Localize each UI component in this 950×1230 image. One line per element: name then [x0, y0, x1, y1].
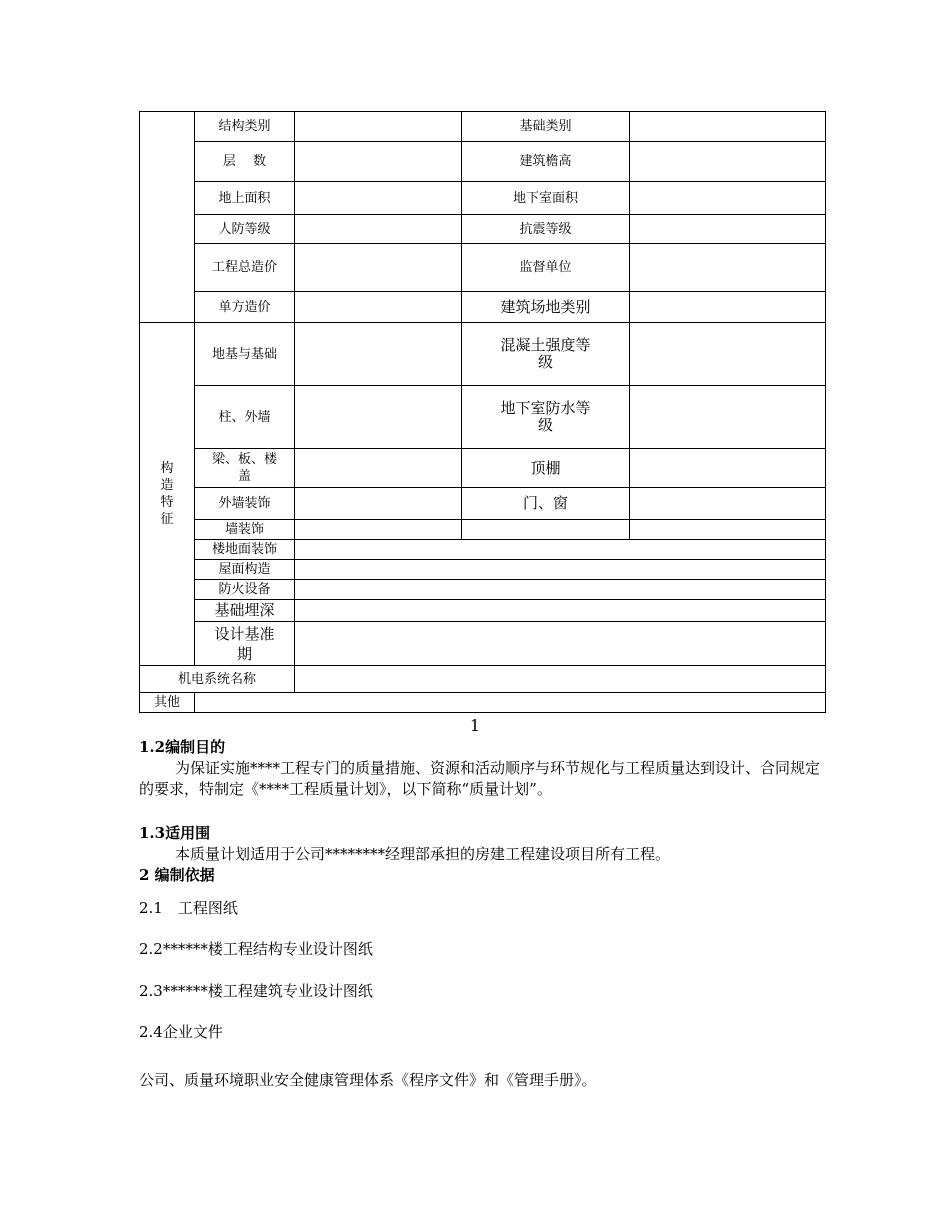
value-concrete-strength [630, 323, 826, 386]
value-doors-windows [630, 488, 826, 520]
value-above-ground-area [295, 182, 462, 215]
value-design-reference-period [295, 622, 826, 666]
value-other [195, 693, 826, 713]
label-civil-defense-grade: 人防等级 [195, 215, 295, 244]
value-seismic-grade [630, 215, 826, 244]
label-ceiling: 顶棚 [462, 449, 630, 488]
value-roof-construction [295, 560, 826, 580]
label-structure-type: 结构类别 [195, 112, 295, 142]
item-2-4: 2.4企业文件 [139, 1023, 223, 1041]
label-other: 其他 [140, 693, 195, 713]
label-floors: 层 数 [195, 142, 295, 182]
value-foundation-type [630, 112, 826, 142]
item-2-2: 2.2******楼工程结构专业设计图纸 [139, 940, 373, 958]
value-wall-finish [295, 520, 462, 540]
value-floor-finish [295, 540, 826, 560]
label-wall-finish: 墙装饰 [195, 520, 295, 540]
value-mep-systems [295, 666, 826, 693]
paragraph-1-3: 本质量计划适用于公司********经理部承担的房建工程建设项目所有工程。 [175, 845, 671, 863]
page-number: 1 [469, 716, 481, 735]
value-supervision-unit [630, 244, 826, 292]
label-exterior-finish: 外墙装饰 [195, 488, 295, 520]
value-foundation [295, 323, 462, 386]
value-eave-height [630, 142, 826, 182]
label-total-cost: 工程总造价 [195, 244, 295, 292]
construction-features-label: 构 造 特 征 [140, 323, 195, 666]
value-total-cost [295, 244, 462, 292]
label-basement-area: 地下室面积 [462, 182, 630, 215]
value-site-category [630, 292, 826, 323]
label-above-ground-area: 地上面积 [195, 182, 295, 215]
label-foundation-depth: 基础埋深 [195, 600, 295, 622]
value-basement-area [630, 182, 826, 215]
label-beams-slabs: 梁、板、楼 盖 [195, 449, 295, 488]
label-eave-height: 建筑檐高 [462, 142, 630, 182]
blank-cell [462, 520, 630, 540]
label-basement-waterproof: 地下室防水等 级 [462, 386, 630, 449]
heading-1-2: 1.2编制目的 [139, 738, 226, 756]
label-foundation-type: 基础类别 [462, 112, 630, 142]
value-basement-waterproof [630, 386, 826, 449]
value-fire-equipment [295, 580, 826, 600]
blank-group-cell [140, 112, 195, 323]
label-foundation: 地基与基础 [195, 323, 295, 386]
value-unit-cost [295, 292, 462, 323]
label-roof-construction: 屋面构造 [195, 560, 295, 580]
paragraph-1-2: 为保证实施****工程专门的质量措施、资源和活动顺序与环节规化与工程质量达到设计、合同规定的要求，特制定《****工程质量计划》，以下简称“质量计划”。 [139, 759, 821, 798]
value-civil-defense-grade [295, 215, 462, 244]
blank-cell [630, 520, 826, 540]
label-doors-windows: 门、窗 [462, 488, 630, 520]
value-floors [295, 142, 462, 182]
value-foundation-depth [295, 600, 826, 622]
label-concrete-strength: 混凝土强度等 级 [462, 323, 630, 386]
label-columns-walls: 柱、外墙 [195, 386, 295, 449]
label-seismic-grade: 抗震等级 [462, 215, 630, 244]
heading-1-3: 1.3适用围 [139, 824, 211, 842]
item-2-3: 2.3******楼工程建筑专业设计图纸 [139, 982, 373, 1000]
value-ceiling [630, 449, 826, 488]
label-design-reference-period: 设计基准 期 [195, 622, 295, 666]
value-columns-walls [295, 386, 462, 449]
value-structure-type [295, 112, 462, 142]
item-2-1: 2.1 工程图纸 [139, 899, 238, 917]
label-unit-cost: 单方造价 [195, 292, 295, 323]
value-beams-slabs [295, 449, 462, 488]
label-floor-finish: 楼地面装饰 [195, 540, 295, 560]
project-spec-table [139, 111, 826, 713]
label-fire-equipment: 防火设备 [195, 580, 295, 600]
label-site-category: 建筑场地类别 [462, 292, 630, 323]
label-supervision-unit: 监督单位 [462, 244, 630, 292]
value-exterior-finish [295, 488, 462, 520]
heading-2: 2 编制依据 [139, 866, 215, 884]
paragraph-2-4: 公司、质量环境职业安全健康管理体系《程序文件》和《管理手册》。 [139, 1071, 597, 1089]
label-mep-systems: 机电系统名称 [140, 666, 295, 693]
